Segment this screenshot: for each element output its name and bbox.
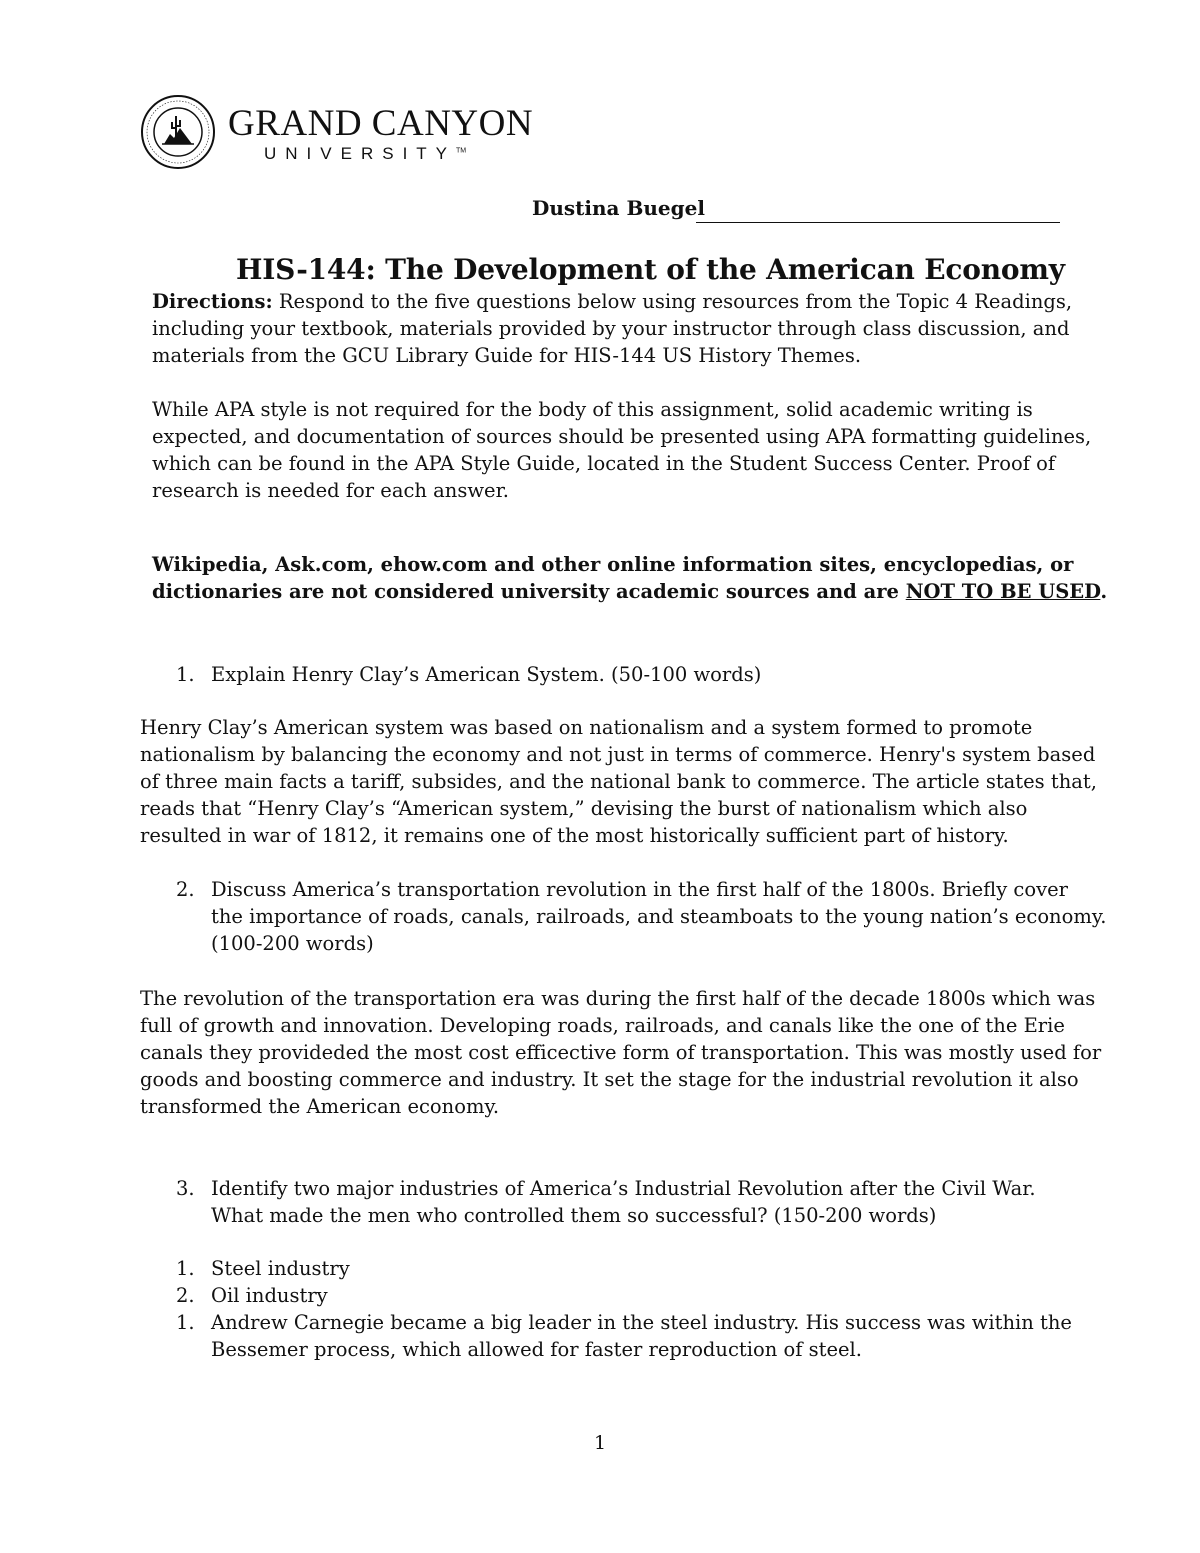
directions-line-2: including your textbook, materials provided by your instructor through class discussion, and	[152, 317, 1070, 340]
list-item-1-text: Steel industry	[211, 1257, 350, 1280]
apa-line-1: While APA style is not required for the body of this assignment, solid academic writing is	[152, 398, 1033, 421]
answer-1-line-4: reads that “Henry Clay’s “American system,” devising the burst of nationalism which also	[140, 797, 1028, 820]
directions-line-1	[152, 289, 1072, 316]
answer-1-line-3: of three main facts a tariff, subsides, and the national bank to commerce. The article states that,	[140, 770, 1097, 793]
apa-line-2: expected, and documentation of sources should be presented using APA formatting guidelines,	[152, 425, 1092, 448]
list-item-3-continuation: Bessemer process, which allowed for faster reproduction of steel.	[211, 1338, 862, 1361]
directions-label: Directions:	[152, 290, 273, 313]
question-2-line-1: Discuss America’s transportation revolution in the first half of the 1800s. Briefly cover	[211, 878, 1068, 901]
answer-2-line-4: goods and boosting commerce and industry. It set the stage for the industrial revolution it also	[140, 1068, 1079, 1091]
apa-line-4: research is needed for each answer.	[152, 479, 509, 502]
name-underline	[696, 222, 1060, 223]
page-number: 1	[594, 1432, 607, 1454]
university-seal-icon	[140, 94, 216, 170]
directions-text-1: Respond to the five questions below using resources from the Topic 4 Readings,	[272, 290, 1073, 313]
warning-text: dictionaries are not considered university academic sources and are	[152, 580, 906, 603]
warning-line-2	[152, 579, 1107, 606]
page-title: HIS-144: The Development of the American Economy	[236, 253, 1065, 286]
answer-1-line-5: resulted in war of 1812, it remains one of the most historically sufficient part of history.	[140, 824, 1009, 847]
student-name: Dustina Buegel	[532, 196, 705, 220]
question-1-number: 1.	[176, 663, 195, 686]
question-2-number: 2.	[176, 878, 195, 901]
list-item-3-number: 1.	[176, 1311, 195, 1334]
list-item-2-number: 2.	[176, 1284, 195, 1307]
logo-wordmark-line1: GRAND CANYON	[228, 103, 534, 144]
warning-line-1: Wikipedia, Ask.com, ehow.com and other online information sites, encyclopedias, or	[152, 553, 1074, 576]
answer-2-line-5: transformed the American economy.	[140, 1095, 500, 1118]
answer-2-line-3: canals they provideded the most cost efficective form of transportation. This was mostly used for	[140, 1041, 1102, 1064]
list-item-2-text: Oil industry	[211, 1284, 328, 1307]
question-2-line-3: (100-200 words)	[211, 932, 374, 955]
question-3-line-2: What made the men who controlled them so successful? (150-200 words)	[211, 1204, 937, 1227]
question-2-line-2: the importance of roads, canals, railroads, and steamboats to the young nation’s economy.	[211, 905, 1107, 928]
gcu-logo	[140, 96, 534, 168]
question-1-text: Explain Henry Clay’s American System. (50-100 words)	[211, 663, 762, 686]
apa-line-3: which can be found in the APA Style Guide, located in the Student Success Center. Proof of	[152, 452, 1056, 475]
warning-period: .	[1100, 580, 1108, 603]
directions-line-3: materials from the GCU Library Guide for HIS-144 US History Themes.	[152, 344, 862, 367]
logo-wordmark-line2: UNIVERSITY™	[264, 144, 467, 163]
answer-1-line-2: nationalism by balancing the economy and not just in terms of commerce. Henry's system based	[140, 743, 1096, 766]
answer-2-line-2: full of growth and innovation. Developing roads, railroads, and canals like the one of the Erie	[140, 1014, 1065, 1037]
answer-1-line-1: Henry Clay’s American system was based on nationalism and a system formed to promote	[140, 716, 1033, 739]
question-3-number: 3.	[176, 1177, 195, 1200]
answer-2-line-1: The revolution of the transportation era was during the first half of the decade 1800s which was	[140, 987, 1096, 1010]
warning-emphasis: NOT TO BE USED	[905, 580, 1101, 603]
list-item-1-number: 1.	[176, 1257, 195, 1280]
list-item-3-text: Andrew Carnegie became a big leader in the steel industry. His success was within the	[211, 1311, 1072, 1334]
question-3-line-1: Identify two major industries of America’s Industrial Revolution after the Civil War.	[211, 1177, 1036, 1200]
